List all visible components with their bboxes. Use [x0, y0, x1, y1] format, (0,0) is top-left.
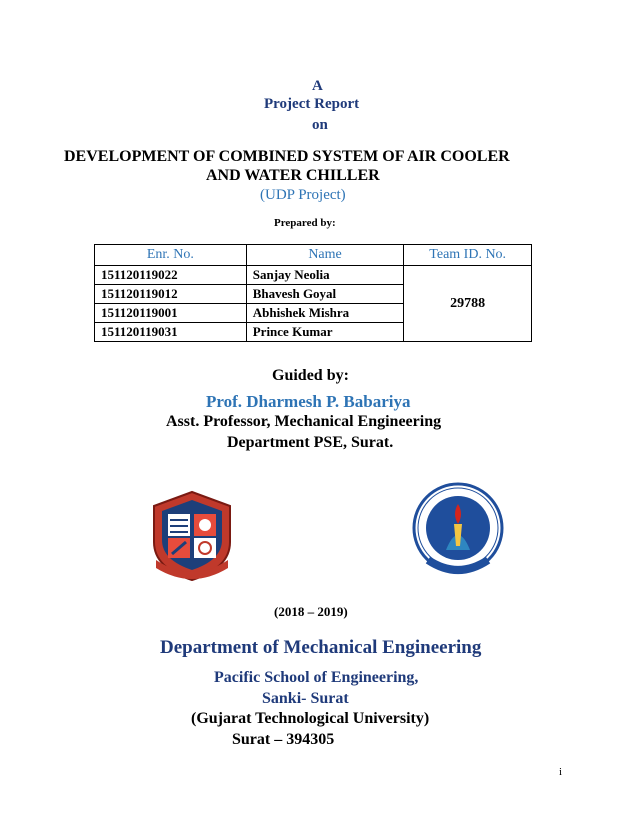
- report-title-line1: DEVELOPMENT OF COMBINED SYSTEM OF AIR COOLER: [64, 148, 510, 165]
- project-type: (UDP Project): [260, 187, 346, 203]
- guide-designation: Asst. Professor, Mechanical Engineering: [166, 413, 442, 430]
- members-table: [94, 244, 532, 342]
- team-id-cell: 29788: [404, 266, 532, 342]
- university-name: (Gujarat Technological University): [191, 710, 430, 727]
- header-a: A: [312, 78, 323, 94]
- name-cell: Sanjay Neolia: [246, 266, 404, 285]
- guide-name: Prof. Dharmesh P. Babariya: [206, 392, 411, 411]
- name-cell: Bhavesh Goyal: [246, 285, 404, 304]
- header-on: on: [312, 117, 328, 133]
- header-team-id: Team ID. No.: [404, 245, 532, 266]
- enr-cell: 151120119001: [95, 304, 247, 323]
- table-header-row: [95, 245, 532, 266]
- header-enr: Enr. No.: [95, 245, 247, 266]
- name-cell: Prince Kumar: [246, 323, 404, 342]
- name-cell: Abhishek Mishra: [246, 304, 404, 323]
- academic-years: (2018 – 2019): [274, 604, 348, 619]
- prepared-by-label: Prepared by:: [274, 217, 336, 229]
- table-row: [95, 266, 532, 285]
- city-pincode: Surat – 394305: [232, 731, 335, 748]
- enr-cell: 151120119031: [95, 323, 247, 342]
- guide-department: Department PSE, Surat.: [227, 434, 394, 451]
- institute-location: Sanki- Surat: [262, 690, 349, 707]
- report-title-line2: AND WATER CHILLER: [206, 167, 380, 184]
- enr-cell: 151120119022: [95, 266, 247, 285]
- header-name: Name: [246, 245, 404, 266]
- university-emblem-logo: [150, 490, 234, 582]
- guided-by-label: Guided by:: [272, 367, 349, 384]
- header-project-report: Project Report: [264, 96, 360, 112]
- page-number: i: [559, 766, 563, 778]
- enr-cell: 151120119012: [95, 285, 247, 304]
- institute-name: Pacific School of Engineering,: [214, 669, 419, 686]
- department-heading: Department of Mechanical Engineering: [160, 637, 482, 658]
- institute-seal-logo: [412, 480, 504, 580]
